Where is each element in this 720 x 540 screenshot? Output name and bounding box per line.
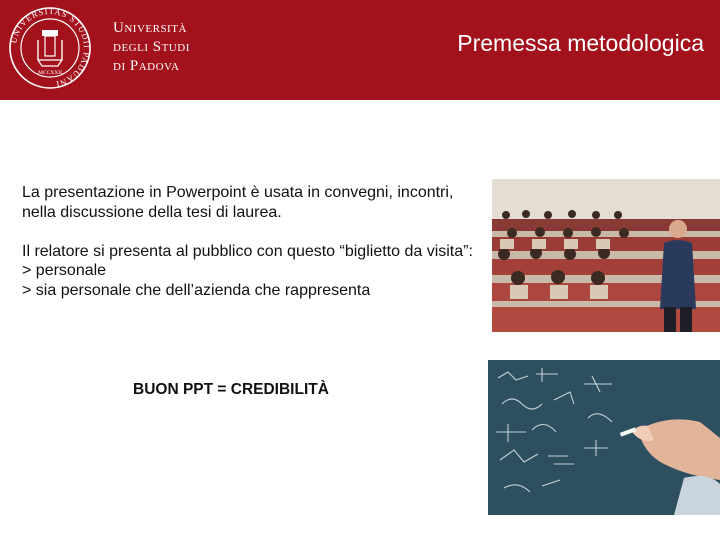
list-item-personal: > personale [22, 262, 107, 279]
blackboard-writing-photo [488, 360, 720, 515]
university-name-line-1: Università [113, 20, 187, 36]
tagline: BUON PPT = CREDIBILITÀ [133, 381, 329, 398]
university-seal-icon [8, 6, 92, 90]
seal-year: MCCXXII [38, 70, 62, 76]
paragraph-intro: La presentazione in Powerpoint è usata in convegni, incontri, nella discussione della tesi di laurea. [22, 184, 454, 221]
paragraph-speaker: Il relatore si presenta al pubblico con questo “biglietto da visita”: [22, 242, 473, 260]
seal-text: UNIVERSITAS STUDII PADUANI [8, 6, 92, 90]
list-item-company: > sia personale che dell’azienda che rappresenta [22, 281, 371, 299]
university-name-line-3: di Padova [113, 58, 180, 74]
header-bar [0, 0, 720, 100]
slide-title: Premessa metodologica [457, 30, 704, 56]
body-text [22, 183, 484, 300]
university-name-line-2: degli Studi [113, 39, 190, 55]
university-name [113, 19, 233, 76]
lecture-hall-photo [492, 179, 720, 332]
